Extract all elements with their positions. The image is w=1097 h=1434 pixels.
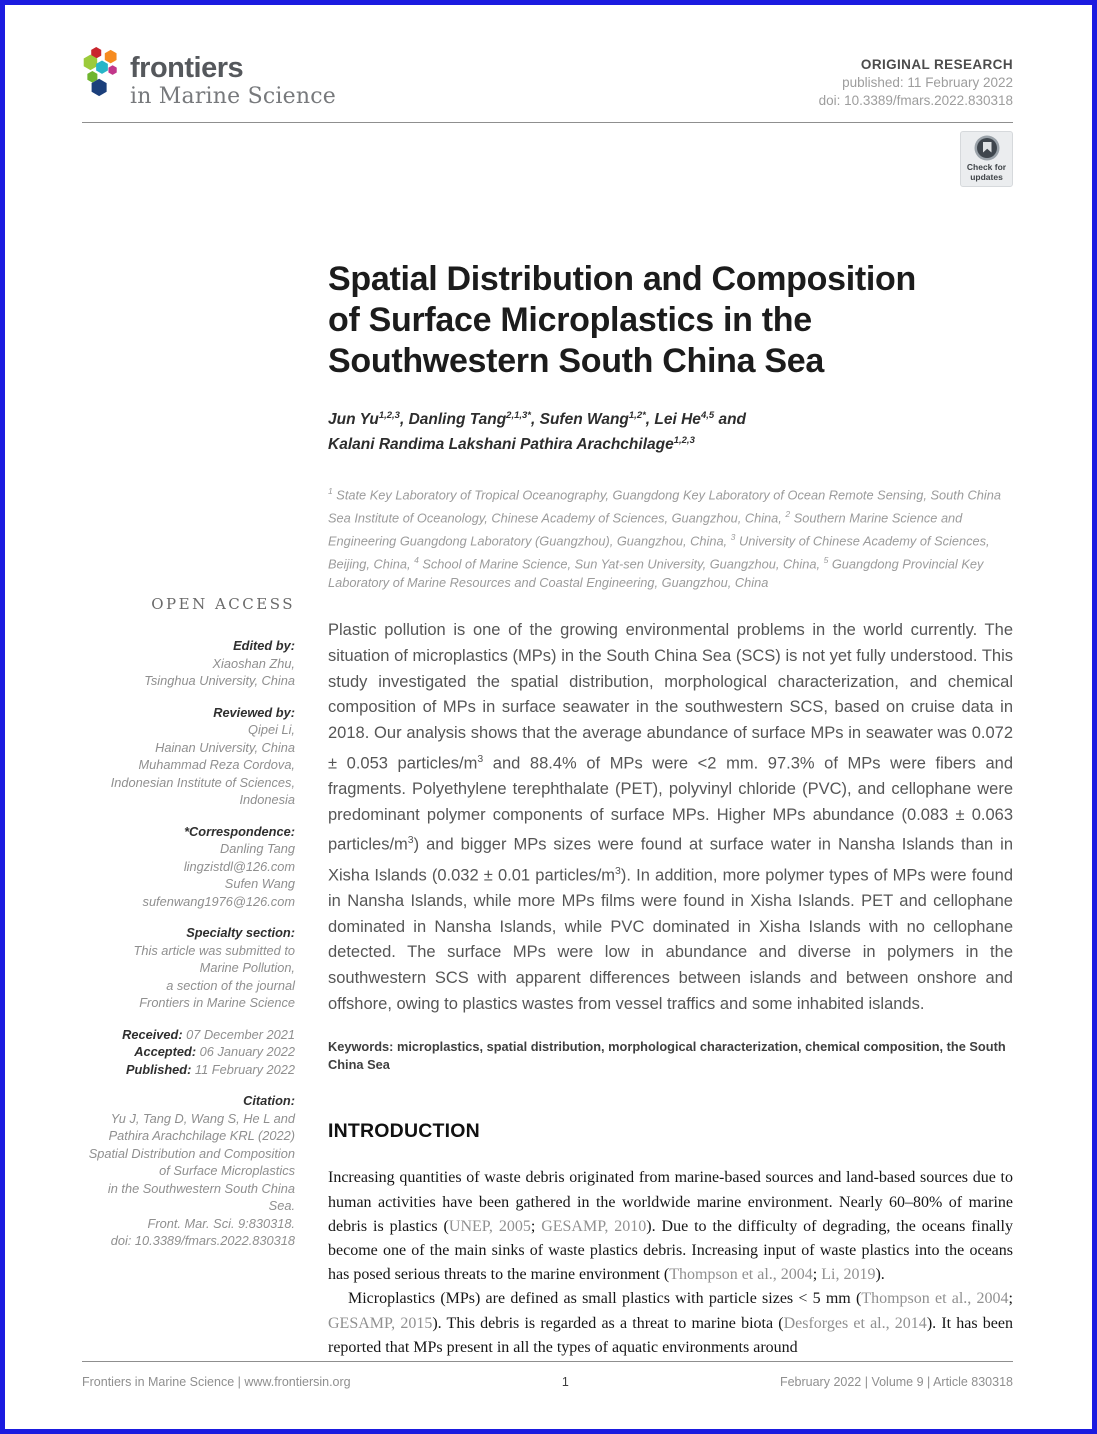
sidebar-block-lines: Danling Tang lingzistdl@126.com Sufen Wang sufenwang1976@126.com bbox=[142, 841, 295, 909]
article-body bbox=[82, 259, 1013, 1360]
abstract-text: Plastic pollution is one of the growing environmental problems in the world currently. The situation of microplastics (MPs) in the South China Sea (SCS) is not yet fully understood. This study investigated the spatial distribution, morphological characterization, and chemical composition of MPs in surface seawater in the southwestern SCS, based on cruise data in 2018. Our analysis shows that the average abundance of surface MPs in seawater was 0.072 ± 0.053 particles/$m^3$ and 88.4% of MPs were <2 mm. 97.3% of MPs were fibers and fragments. Polyethylene terephthalate (PET), polyvinyl chloride (PVC), and cellophane were predominant polymer components of surface MPs. Higher MPs abundance (0.083 ± 0.063 particles/$m^3$) and bigger MPs sizes were found at surface water in Nansha Islands than in Xisha Islands (0.032 ± 0.01 particles/$m^3$). In addition, more polymer types of MPs were found in Nansha Islands, while more MPs films were found in Xisha Islands. PET and cellophane dominated in Nansha Islands, while PVC dominated in Xisha Islands with no cellophane detected. The surface MPs were low in abundance and diverse in polymers in the southwestern SCS with apparent differences between islands and between onshore and offshore, owing to plastics wastes from vessel traffics and some inhabited islands. bbox=[328, 621, 1014, 1013]
sidebar-block-lines: Yu J, Tang D, Wang S, He L and Pathira Arachchilage KRL (2022) Spatial Distribution and Composition of Surface Microplastics in the Southwestern South China Sea. Front. Mar. Sci. 9:830318. doi: 10.3389/fmars.2022.830318 bbox=[88, 1110, 295, 1248]
sidebar-block bbox=[82, 823, 295, 911]
intro-paragraph-2: Microplastics (MPs) are defined as small plastics with particle sizes < 5 mm (Thompson et al., 2004; GESAMP, 2015). This debris is regarded as a threat to marine biota (Desforges et al., 2014). It has been reported that MPs present in all the types of aquatic environments around bbox=[328, 1290, 1013, 1356]
sidebar-block-label: Specialty section: bbox=[186, 925, 295, 940]
sidebar-block-lines: This article was submitted to Marine Pollution, a section of the journal Frontiers in Marine Science bbox=[133, 942, 295, 1010]
page-number: 1 bbox=[561, 1375, 569, 1389]
keywords-line: Keywords: microplastics, spatial distribution, morphological characterization, chemical composition, the South China Sea bbox=[328, 1039, 1006, 1073]
doi-text: doi: 10.3389/fmars.2022.830318 bbox=[818, 93, 1013, 108]
logo-brand-text: frontiers bbox=[130, 52, 244, 84]
page-footer bbox=[82, 1361, 1013, 1389]
sidebar-block-label: Citation: bbox=[243, 1093, 295, 1108]
footer-issue-info: February 2022 | Volume 9 | Article 830318 bbox=[779, 1375, 1013, 1389]
sidebar-block-label: *Correspondence: bbox=[184, 823, 295, 839]
sidebar-block-label: Reviewed by: bbox=[213, 704, 295, 720]
sidebar-block bbox=[82, 924, 295, 1012]
badge-row bbox=[82, 131, 1013, 187]
affiliations: $^1$ State Key Laboratory of Tropical Oceanography, Guangdong Key Laboratory of Ocean Remote Sensing, South China Sea Institute of Oceanology, Chinese Academy of Sciences, Guangzhou, China, $^2$ Southern Marine Science and Engineering Guangdong Laboratory (Guangzhou), Guangzhou, China, $^3$ University of Chinese Academy of Sciences, Beijing, China, $^4$ School of Marine Science, Sun Yat-sen University, Guangzhou, China, $^5$ Guangdong Provincial Key Laboratory of Marine Resources and Coastal Engineering, Guangzhou, China bbox=[328, 486, 1001, 590]
logo-journal-text: in Marine Science bbox=[130, 84, 336, 109]
frontiers-cubes-icon bbox=[82, 46, 122, 98]
article-meta bbox=[819, 57, 1013, 108]
footer-journal-url: Frontiers in Marine Science | www.frontiersin.org bbox=[82, 1375, 351, 1389]
open-access-label: OPEN ACCESS bbox=[151, 595, 295, 613]
published-date: published: 11 February 2022 bbox=[842, 75, 1013, 90]
check-for-updates-badge[interactable] bbox=[960, 131, 1013, 187]
check-for-updates-label: Check for updates bbox=[966, 162, 1007, 182]
sidebar-block bbox=[82, 1092, 295, 1250]
sidebar-block bbox=[82, 637, 295, 690]
frontiers-logo bbox=[82, 45, 336, 108]
sidebar-block-lines: Qipei Li, Hainan University, China Muhammad Reza Cordova, Indonesian Institute of Sciences, Indonesia bbox=[110, 722, 295, 807]
article-type-label: ORIGINAL RESEARCH bbox=[860, 57, 1013, 72]
article-sidebar bbox=[82, 259, 295, 1360]
sidebar-date-row: Received: 07 December 2021 bbox=[122, 1026, 295, 1042]
header-divider bbox=[82, 122, 1013, 123]
sidebar-date-row: Published: 11 February 2022 bbox=[125, 1061, 295, 1077]
article-main-column bbox=[328, 259, 1013, 1360]
sidebar-blocks bbox=[82, 637, 295, 1250]
sidebar-date-row: Accepted: 06 January 2022 bbox=[134, 1044, 295, 1059]
intro-paragraph-1: Increasing quantities of waste debris originated from marine-based sources and land-based sources due to human activities have been gathered in the worldwide marine environment. Nearly 60–80% of marine debris is plastics (UNEP, 2005; GESAMP, 2010). Due to the difficulty of degrading, the oceans finally become one of the main sinks of waste plastics debris. Increasing input of waste plastics into the oceans has posed serious threats to the marine environment (Thompson et al., 2004; Li, 2019). bbox=[328, 1169, 1013, 1284]
sidebar-block bbox=[82, 704, 295, 809]
sidebar-block bbox=[82, 1026, 295, 1079]
introduction-heading: INTRODUCTION bbox=[328, 1120, 480, 1143]
sidebar-block-lines: Xiaoshan Zhu, Tsinghua University, China bbox=[144, 655, 295, 688]
author-list: Jun Yu$^{1,2,3}$, Danling Tang$^{2,1,3*}$, Sufen Wang$^{1,2*}$, Lei He$^{4,5}$ and Kalani Randima Lakshani Pathira Arachchilage$^{1,2,3}$ bbox=[328, 410, 747, 454]
sidebar-block-label: Edited by: bbox=[233, 638, 295, 653]
logo-wordmark bbox=[130, 45, 336, 108]
crossmark-icon bbox=[974, 135, 1000, 161]
page-header bbox=[82, 45, 1013, 108]
article-title: Spatial Distribution and Composition of Surface Microplastics in the Southwestern South China Sea bbox=[328, 260, 916, 380]
